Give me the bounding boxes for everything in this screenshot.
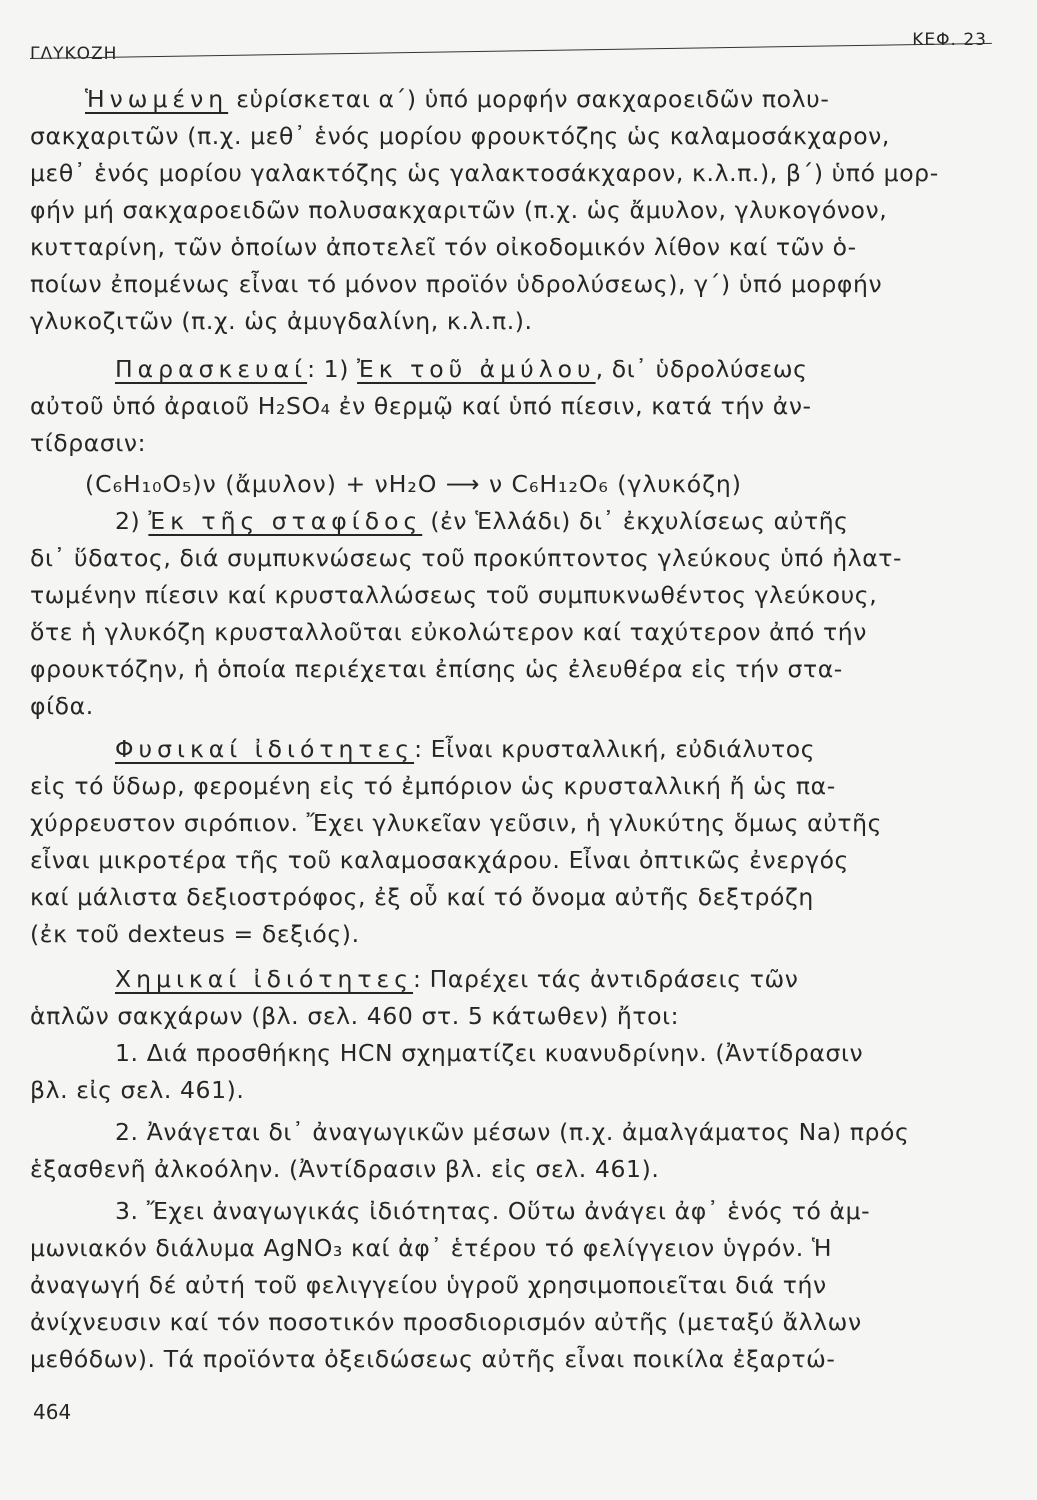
- list-item: 2. Ἀνάγεται δι᾽ ἀναγωγικῶν μέσων (π.χ. ἀμαλγάματος Na) πρός: [115, 1118, 910, 1146]
- section-heading-chemical: Χημικαί ἰδιότητες: [115, 965, 414, 993]
- text-line: Παρασκευαί: 1) Ἐκ τοῦ ἀμύλου, δι᾽ ὑδρολύσεως: [115, 355, 808, 383]
- header-rule: [30, 43, 992, 59]
- text-line: (ἐκ τοῦ dexteus = δεξιός).: [30, 920, 360, 948]
- text-line: Ἡνωμένη εὑρίσκεται α΄) ὑπό μορφήν σακχαροειδῶν πολυ-: [85, 85, 830, 113]
- section-heading-preparation: Παρασκευαί: [115, 355, 308, 383]
- text-line: γλυκοζιτῶν (π.χ. ὡς ἀμυγδαλίνη, κ.λ.π.).: [30, 307, 533, 335]
- list-item: 3. Ἔχει ἀναγωγικάς ἰδιότητας. Οὕτω ἀνάγει ἀφ᾽ ἑνός τό ἀμ-: [115, 1197, 871, 1225]
- text-line: εἰς τό ὕδωρ, φερομένη εἰς τό ἐμπόριον ὡς κρυσταλλική ἤ ὡς πα-: [30, 772, 836, 800]
- text-line: Χημικαί ἰδιότητες: Παρέχει τάς ἀντιδράσεις τῶν: [115, 965, 799, 993]
- text-line: βλ. εἰς σελ. 461).: [30, 1076, 245, 1104]
- page-number: 464: [33, 1400, 72, 1424]
- text-line: 2) Ἐκ τῆς σταφίδος (ἐν Ἑλλάδι) δι᾽ ἐκχυλίσεως αὐτῆς: [115, 507, 849, 535]
- chapter-label: ΚΕΦ. 23: [912, 30, 987, 50]
- text-line: τίδρασιν:: [30, 429, 147, 457]
- text-line: κυτταρίνη, τῶν ὁποίων ἀποτελεῖ τόν οἰκοδομικόν λίθον καί τῶν ὁ-: [30, 233, 857, 261]
- text-line: μεθόδων). Τά προϊόντα ὀξειδώσεως αὐτῆς εἶναι ποικίλα ἐξαρτώ-: [30, 1345, 836, 1373]
- method-heading-starch: Ἐκ τοῦ ἀμύλου: [357, 355, 596, 383]
- text-line: εἶναι μικροτέρα τῆς τοῦ καλαμοσακχάρου. Εἶναι ὀπτικῶς ἐνεργός: [30, 846, 849, 874]
- text-line: δι᾽ ὕδατος, διά συμπυκνώσεως τοῦ προκύπτοντος γλεύκους ὑπό ἠλατ-: [30, 544, 903, 572]
- text-line: σακχαριτῶν (π.χ. μεθ᾽ ἑνός μορίου φρουκτόζης ὡς καλαμοσάκχαρον,: [30, 122, 890, 150]
- text-line: αὐτοῦ ὑπό ἀραιοῦ H₂SO₄ ἐν θερμῷ καί ὑπό πίεσιν, κατά τήν ἀν-: [30, 392, 812, 420]
- text-line: ἀναγωγή δέ αὐτή τοῦ φελιγγείου ὑγροῦ χρησιμοποιεῖται διά τήν: [30, 1271, 827, 1299]
- text-line: φρουκτόζην, ἡ ὁποία περιέχεται ἐπίσης ὡς ἐλευθέρα εἰς τήν στα-: [30, 655, 843, 683]
- text-line: τωμένην πίεσιν καί κρυσταλλώσεως τοῦ συμπυκνωθέντος γλεύκους,: [30, 581, 878, 609]
- text-line: ποίων ἐπομένως εἶναι τό μόνον προϊόν ὑδρολύσεως), γ΄) ὑπό μορφήν: [30, 270, 883, 298]
- text-line: ἁπλῶν σακχάρων (βλ. σελ. 460 στ. 5 κάτωθεν) ἤτοι:: [30, 1002, 680, 1030]
- term-heading: Ἡνωμένη: [85, 85, 229, 113]
- chemical-equation: (C₆H₁₀O₅)ν (ἄμυλον) + νH₂O ⟶ ν C₆H₁₂O₆ (γλυκόζη): [85, 470, 742, 498]
- section-heading-physical: Φυσικαί ἰδιότητες: [115, 735, 415, 763]
- text-line: χύρρευστον σιρόπιον. Ἔχει γλυκεῖαν γεῦσιν, ἡ γλυκύτης ὅμως αὐτῆς: [30, 809, 883, 837]
- running-title: ΓΛΥΚΟΖΗ: [30, 44, 118, 64]
- text-line: καί μάλιστα δεξιοστρόφος, ἐξ οὗ καί τό ὄνομα αὐτῆς δεξτρόζη: [30, 883, 814, 911]
- text-line: μωνιακόν διάλυμα AgNO₃ καί ἀφ᾽ ἑτέρου τό φελίγγειον ὑγρόν. Ἡ: [30, 1234, 833, 1262]
- text-line: Φυσικαί ἰδιότητες: Εἶναι κρυσταλλική, εὐδιάλυτος: [115, 735, 816, 763]
- text-line: φίδα.: [30, 692, 94, 720]
- text-line: ἑξασθενῆ ἀλκοόλην. (Ἀντίδρασιν βλ. εἰς σελ. 461).: [30, 1155, 660, 1183]
- method-heading-raisin: Ἐκ τῆς σταφίδος: [148, 507, 423, 535]
- text-line: ἀνίχνευσιν καί τόν ποσοτικόν προσδιορισμόν αὐτῆς (μεταξύ ἄλλων: [30, 1308, 862, 1336]
- text-line: φήν μή σακχαροειδῶν πολυσακχαριτῶν (π.χ. ὡς ἄμυλον, γλυκογόνον,: [30, 196, 888, 224]
- text-line: μεθ᾽ ἑνός μορίου γαλακτόζης ὡς γαλακτοσάκχαρον, κ.λ.π.), β΄) ὑπό μορ-: [30, 159, 939, 187]
- list-item: 1. Διά προσθήκης HCN σχηματίζει κυανυδρίνην. (Ἀντίδρασιν: [115, 1039, 864, 1067]
- text-line: ὅτε ἡ γλυκόζη κρυσταλλοῦται εὐκολώτερον καί ταχύτερον ἀπό τήν: [30, 618, 868, 646]
